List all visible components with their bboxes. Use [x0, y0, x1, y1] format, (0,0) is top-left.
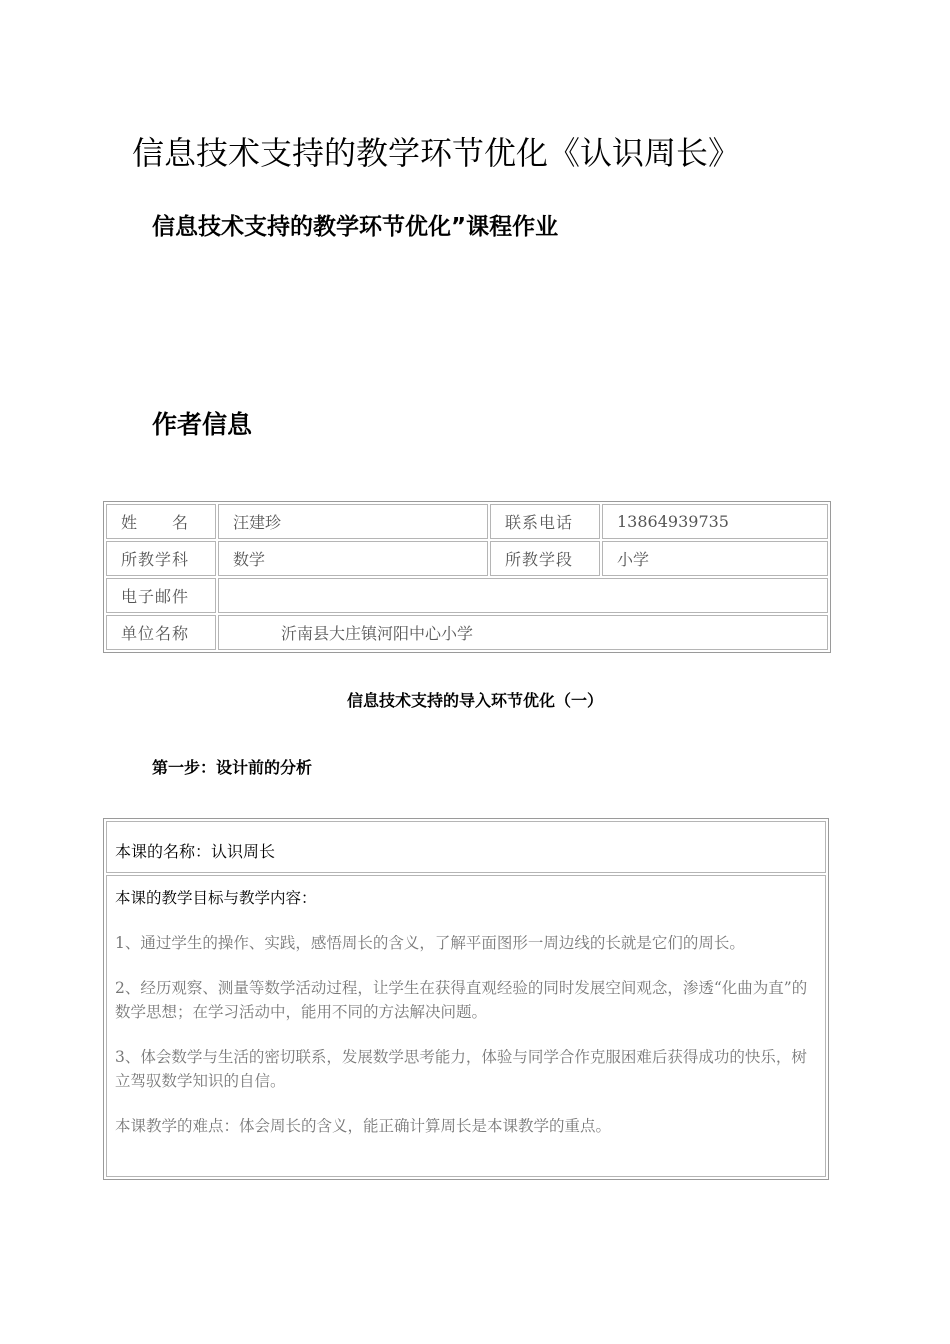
author-info-table: [103, 501, 831, 653]
document-title: 信息技术支持的教学环节优化《认识周长》: [132, 134, 741, 172]
table-row: [106, 578, 828, 613]
grade-value: 小学: [602, 541, 828, 576]
name-label: 姓 名: [106, 504, 216, 539]
lesson-analysis-box: [103, 818, 829, 1180]
unit-label: 单位名称: [106, 615, 216, 650]
name-value: 汪建珍: [218, 504, 488, 539]
lesson-objectives-cell: [106, 875, 826, 1177]
lesson-analysis-inner: [106, 821, 826, 1177]
unit-value: 沂南县大庄镇河阳中心小学: [218, 615, 828, 650]
table-row: [106, 541, 828, 576]
email-value: [218, 578, 828, 613]
grade-label: 所教学段: [490, 541, 600, 576]
subject-label: 所教学科: [106, 541, 216, 576]
lesson-difficulty: 本课教学的难点：体会周长的含义，能正确计算周长是本课教学的重点。: [115, 1117, 612, 1135]
document-subtitle: 信息技术支持的教学环节优化”课程作业: [152, 214, 559, 240]
phone-label: 联系电话: [490, 504, 600, 539]
lesson-name-row: 本课的名称：认识周长: [106, 821, 826, 873]
objective-item-1: 1、通过学生的操作、实践，感悟周长的含义，了解平面图形一周边线的长就是它们的周长。: [115, 934, 745, 952]
table-row: [106, 504, 828, 539]
email-label: 电子邮件: [106, 578, 216, 613]
section-title: 信息技术支持的导入环节优化（一）: [346, 691, 603, 710]
phone-value: 13864939735: [602, 504, 828, 539]
author-info-heading: 作者信息: [152, 410, 253, 439]
objective-item-3: 3、体会数学与生活的密切联系，发展数学思考能力，体验与同学合作克服困难后获得成功的快乐，树立驾驭数学知识的自信。: [115, 1048, 807, 1090]
objectives-heading: 本课的教学目标与教学内容：: [115, 889, 317, 907]
subject-value: 数学: [218, 541, 488, 576]
table-row: [106, 615, 828, 650]
objective-item-2: 2、经历观察、测量等数学活动过程，让学生在获得直观经验的同时发展空间观念，渗透“化曲为直”的数学思想；在学习活动中，能用不同的方法解决问题。: [115, 979, 808, 1021]
step-title: 第一步：设计前的分析: [152, 758, 313, 777]
